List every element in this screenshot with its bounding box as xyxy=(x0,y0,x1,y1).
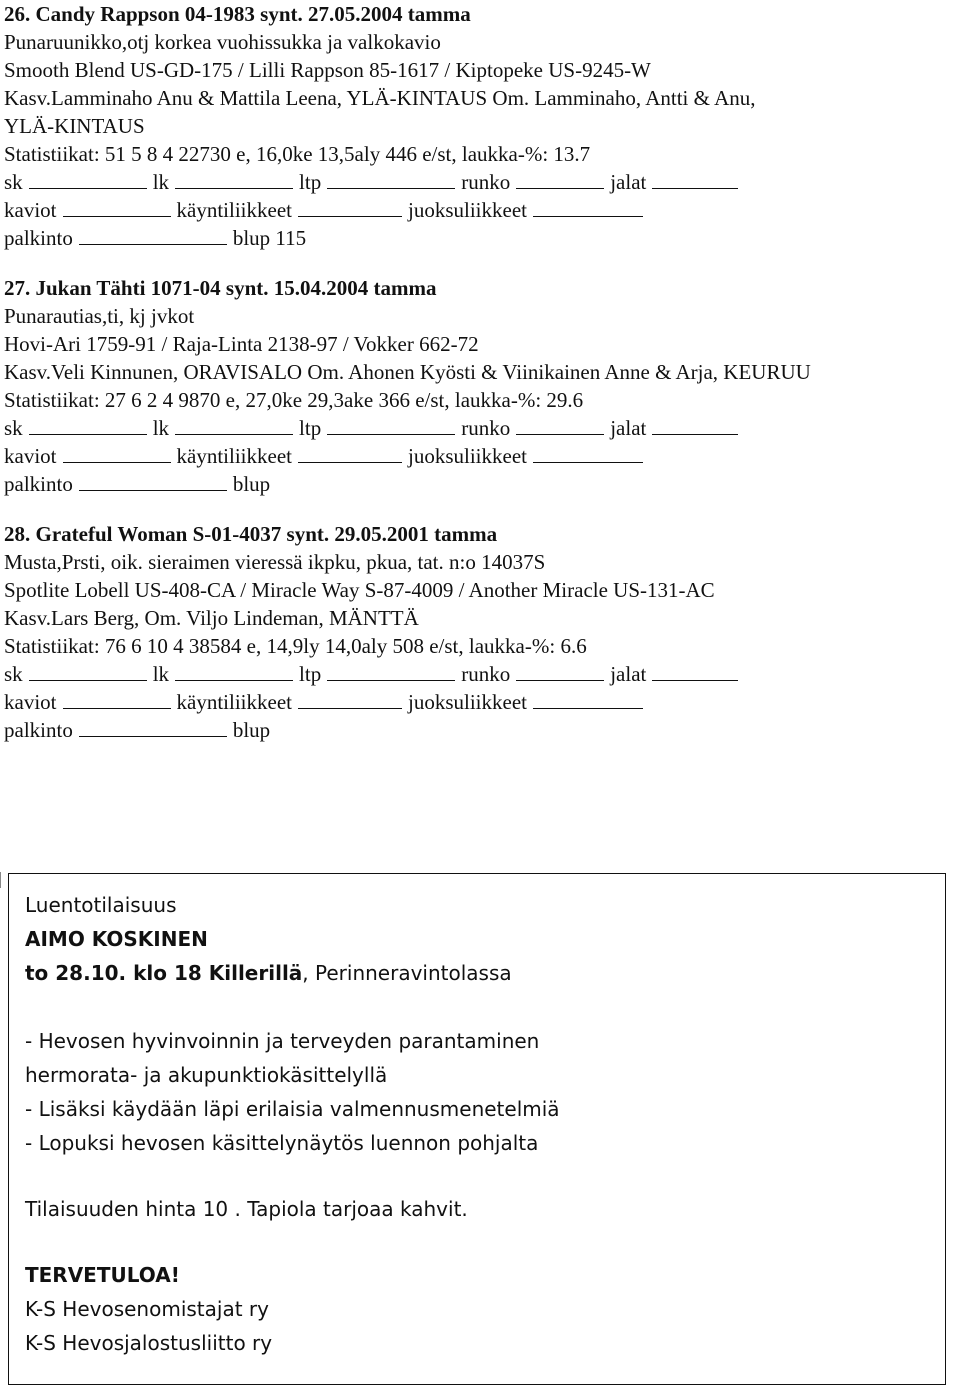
juoksuliikkeet-label: juoksuliikkeet xyxy=(407,198,527,222)
score-row-1 xyxy=(4,414,956,442)
spacer xyxy=(25,1226,560,1258)
kaviot-blank[interactable] xyxy=(63,198,171,217)
jalat-blank[interactable] xyxy=(652,416,738,435)
entry-breeder-line-cont: YLÄ-KINTAUS xyxy=(4,114,145,138)
score-row-2 xyxy=(4,688,956,716)
entry-statistics-line: Statistiikat: 51 5 8 4 22730 e, 16,0ke 13,5aly 446 e/st, laukka-%: 13.7 xyxy=(4,142,591,166)
score-row-1 xyxy=(4,660,956,688)
blup-label: blup xyxy=(232,472,271,496)
notice-topic-1-cont: hermorata- ja akupunktiokäsittelyllä xyxy=(25,1063,388,1087)
juoksuliikkeet-blank[interactable] xyxy=(533,444,643,463)
entry-heading: 27. Jukan Tähti 1071-04 synt. 15.04.2004 tamma xyxy=(4,276,437,300)
palkinto-label: palkinto xyxy=(4,718,73,742)
sk-blank[interactable] xyxy=(29,170,147,189)
entry-breeder-line: Kasv.Lamminaho Anu & Mattila Leena, YLÄ-KINTAUS Om. Lamminaho, Antti & Anu, xyxy=(4,86,756,110)
entry-pedigree-line: Spotlite Lobell US-408-CA / Miracle Way S-87-4009 / Another Miracle US-131-AC xyxy=(4,578,715,602)
runko-blank[interactable] xyxy=(516,416,604,435)
jalat-label: jalat xyxy=(610,416,647,440)
sk-label: sk xyxy=(4,170,23,194)
kayntiliikkeet-blank[interactable] xyxy=(298,198,402,217)
entry-breeder-line: Kasv.Lars Berg, Om. Viljo Lindeman, MÄNTTÄ xyxy=(4,606,419,630)
notice-organizer-1: K-S Hevosenomistajat ry xyxy=(25,1297,269,1321)
juoksuliikkeet-blank[interactable] xyxy=(533,198,643,217)
ltp-blank[interactable] xyxy=(327,416,455,435)
lecture-notice-box xyxy=(8,873,946,1385)
kayntiliikkeet-label: käyntiliikkeet xyxy=(176,444,292,468)
runko-blank[interactable] xyxy=(516,170,604,189)
sk-label: sk xyxy=(4,662,23,686)
entry-statistics-line: Statistiikat: 27 6 2 4 9870 e, 27,0ke 29,3ake 366 e/st, laukka-%: 29.6 xyxy=(4,388,584,412)
entry-color-line: Punarautias,ti, kj jvkot xyxy=(4,304,195,328)
kayntiliikkeet-blank[interactable] xyxy=(298,690,402,709)
kaviot-label: kaviot xyxy=(4,690,57,714)
score-row-2 xyxy=(4,442,956,470)
entry-heading: 28. Grateful Woman S-01-4037 synt. 29.05.2001 tamma xyxy=(4,522,498,546)
entry-pedigree-line: Hovi-Ari 1759-91 / Raja-Linta 2138-97 / Vokker 662-72 xyxy=(4,332,479,356)
entry-heading: 26. Candy Rappson 04-1983 synt. 27.05.2004 tamma xyxy=(4,2,471,26)
ltp-label: ltp xyxy=(299,662,322,686)
jalat-label: jalat xyxy=(610,170,647,194)
notice-title: Luentotilaisuus xyxy=(25,893,177,917)
entry-statistics-line: Statistiikat: 76 6 10 4 38584 e, 14,9ly 14,0aly 508 e/st, laukka-%: 6.6 xyxy=(4,634,587,658)
score-row-3 xyxy=(4,470,956,498)
kayntiliikkeet-blank[interactable] xyxy=(298,444,402,463)
score-row-3 xyxy=(4,716,956,744)
juoksuliikkeet-blank[interactable] xyxy=(533,690,643,709)
horse-entry-26 xyxy=(4,0,956,252)
blup-label: blup xyxy=(232,718,271,742)
palkinto-blank[interactable] xyxy=(79,226,227,245)
runko-label: runko xyxy=(461,416,511,440)
notice-speaker: AIMO KOSKINEN xyxy=(25,927,208,951)
palkinto-label: palkinto xyxy=(4,472,73,496)
notice-welcome: TERVETULOA! xyxy=(25,1263,180,1287)
ltp-blank[interactable] xyxy=(327,170,455,189)
ltp-blank[interactable] xyxy=(327,662,455,681)
lk-label: lk xyxy=(152,170,170,194)
notice-topic-1: - Hevosen hyvinvoinnin ja terveyden parantaminen xyxy=(25,1029,540,1053)
sk-blank[interactable] xyxy=(29,662,147,681)
horse-entry-28 xyxy=(4,520,956,744)
runko-label: runko xyxy=(461,170,511,194)
palkinto-label: palkinto xyxy=(4,226,73,250)
entry-breeder-line: Kasv.Veli Kinnunen, ORAVISALO Om. Ahonen Kyösti & Viinikainen Anne & Arja, KEURUU xyxy=(4,360,811,384)
kaviot-blank[interactable] xyxy=(63,690,171,709)
sk-blank[interactable] xyxy=(29,416,147,435)
kaviot-blank[interactable] xyxy=(63,444,171,463)
sk-label: sk xyxy=(4,416,23,440)
spacer xyxy=(25,1160,560,1192)
juoksuliikkeet-label: juoksuliikkeet xyxy=(407,690,527,714)
lk-blank[interactable] xyxy=(175,170,293,189)
lk-blank[interactable] xyxy=(175,662,293,681)
ltp-label: ltp xyxy=(299,170,322,194)
lk-label: lk xyxy=(152,416,170,440)
jalat-label: jalat xyxy=(610,662,647,686)
entry-color-line: Musta,Prsti, oik. sieraimen vieressä ikpku, pkua, tat. n:o 14037S xyxy=(4,550,546,574)
notice-price: Tilaisuuden hinta 10 . Tapiola tarjoaa kahvit. xyxy=(25,1197,468,1221)
kayntiliikkeet-label: käyntiliikkeet xyxy=(176,690,292,714)
score-row-1 xyxy=(4,168,956,196)
lk-blank[interactable] xyxy=(175,416,293,435)
score-row-2 xyxy=(4,196,956,224)
kayntiliikkeet-label: käyntiliikkeet xyxy=(176,198,292,222)
notice-time: to 28.10. klo 18 Killerillä xyxy=(25,961,303,985)
notice-place: , Perinneravintolassa xyxy=(302,961,512,985)
palkinto-blank[interactable] xyxy=(79,718,227,737)
kaviot-label: kaviot xyxy=(4,198,57,222)
document-body xyxy=(4,0,956,766)
notice-organizer-2: K-S Hevosjalostusliitto ry xyxy=(25,1331,273,1355)
jalat-blank[interactable] xyxy=(652,662,738,681)
notice-content xyxy=(25,888,560,1360)
notice-time-place xyxy=(25,956,560,990)
entry-color-line: Punaruunikko,otj korkea vuohissukka ja valkokavio xyxy=(4,30,441,54)
horse-entry-27 xyxy=(4,274,956,498)
score-row-3 xyxy=(4,224,956,252)
kaviot-label: kaviot xyxy=(4,444,57,468)
runko-blank[interactable] xyxy=(516,662,604,681)
lk-label: lk xyxy=(152,662,170,686)
ltp-label: ltp xyxy=(299,416,322,440)
runko-label: runko xyxy=(461,662,511,686)
blup-label: blup 115 xyxy=(232,226,307,250)
jalat-blank[interactable] xyxy=(652,170,738,189)
palkinto-blank[interactable] xyxy=(79,472,227,491)
spacer xyxy=(25,990,560,1024)
juoksuliikkeet-label: juoksuliikkeet xyxy=(407,444,527,468)
notice-topic-2: - Lisäksi käydään läpi erilaisia valmennusmenetelmiä xyxy=(25,1097,560,1121)
notice-topic-3: - Lopuksi hevosen käsittelynäytös luennon pohjalta xyxy=(25,1131,539,1155)
entry-pedigree-line: Smooth Blend US-GD-175 / Lilli Rappson 85-1617 / Kiptopeke US-9245-W xyxy=(4,58,651,82)
